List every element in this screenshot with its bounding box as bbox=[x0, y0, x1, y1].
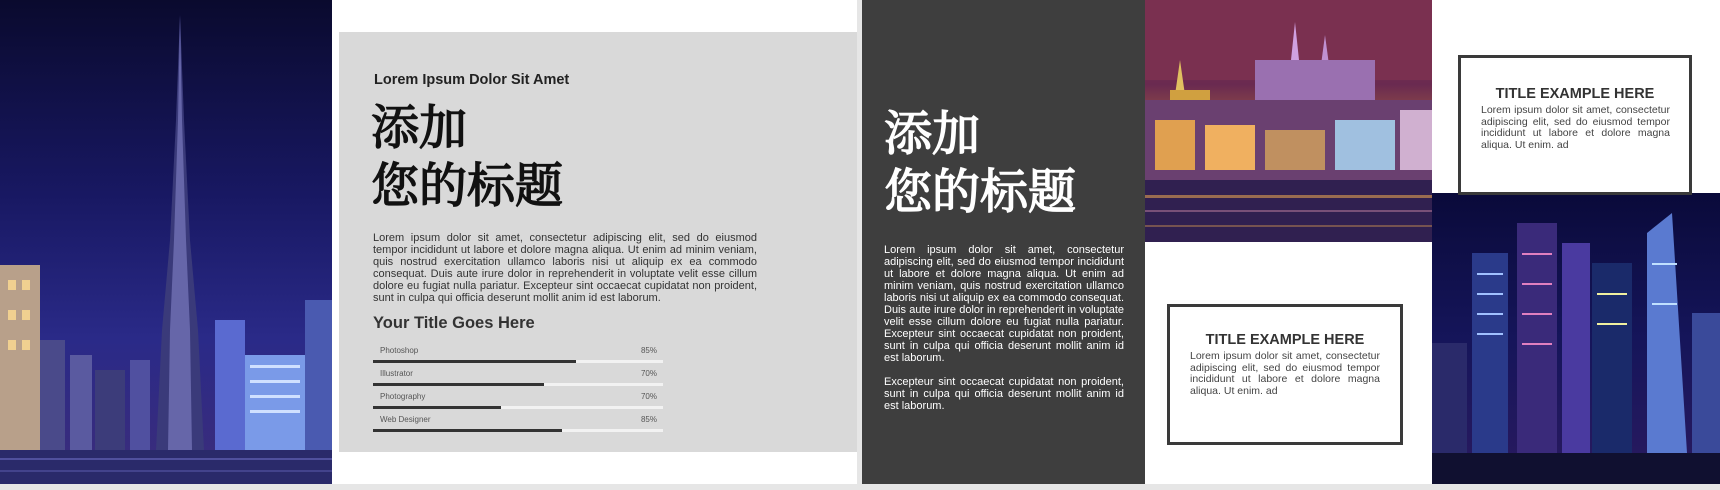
skill-bar-fill bbox=[373, 429, 562, 432]
slide2-body-paragraph-2: Excepteur sint occaecat cupidatat non proident, sunt in culpa qui officia deserunt mollit anim id est laborum. bbox=[884, 376, 1124, 412]
skill-percent: 85% bbox=[640, 415, 657, 424]
skill-name: Photography bbox=[380, 392, 426, 401]
skill-row bbox=[373, 369, 663, 392]
skill-bar-fill bbox=[373, 383, 544, 386]
skill-name: Web Designer bbox=[380, 415, 431, 424]
skill-name: Illustrator bbox=[380, 369, 413, 378]
skill-percent: 70% bbox=[640, 392, 657, 401]
slide2-title-line1: 添加 bbox=[884, 108, 981, 161]
castle-night-photo bbox=[1145, 0, 1432, 242]
skill-bar-fill bbox=[373, 360, 576, 363]
skill-bar-fill bbox=[373, 406, 501, 409]
skill-percent: 70% bbox=[640, 369, 657, 378]
skill-percent: 85% bbox=[640, 346, 657, 355]
slide2-title-line2: 您的标题 bbox=[884, 166, 1077, 219]
slide2-title bbox=[884, 106, 1076, 222]
slide-2 bbox=[862, 0, 1720, 484]
skill-row bbox=[373, 392, 663, 415]
skyscraper-night-photo bbox=[0, 0, 332, 484]
skill-bar-track bbox=[373, 360, 663, 363]
slide1-title bbox=[371, 100, 563, 216]
slide2-body-text bbox=[884, 244, 1124, 412]
slide1-section-title: Your Title Goes Here bbox=[373, 314, 535, 332]
slide2-body-paragraph-1: Lorem ipsum dolor sit amet, consectetur adipiscing elit, sed do eiusmod tempor incididunt ut labore et dolore magna aliqua. Ut enim ad minim veniam, quis nostrud exercitation ullamco laboris nisi ut aliquip ex ea commodo consequat. Duis aute irure dolor in reprehenderit in voluptate velit esse cillum dolore eu fugiat nulla pariatur. Excepteur sint occaecat cupidatat non proident, sunt in culpa qui officia deserunt mollit anim id est laborum. bbox=[884, 244, 1124, 364]
slide1-body-text: Lorem ipsum dolor sit amet, consectetur adipiscing elit, sed do eiusmod tempor incididunt ut labore et dolore magna aliqua. Ut enim ad minim veniam, quis nostrud exercitation ullamco laboris nisi ut aliquip ex ea commodo consequat. Duis aute irure dolor in reprehenderit in voluptate velit esse cillum dolore eu fugiat nulla pariatur. Excepteur sint occaecat cupidatat non proident, sunt in culpa qui officia deserunt mollit anim id est laborum. bbox=[373, 232, 757, 304]
skills-list bbox=[373, 346, 663, 438]
slide1-subtitle: Lorem Ipsum Dolor Sit Amet bbox=[374, 72, 570, 88]
box1-title: TITLE EXAMPLE HERE bbox=[1495, 86, 1655, 102]
dark-text-panel bbox=[862, 0, 1145, 484]
content-panel bbox=[339, 32, 857, 452]
slide1-title-line2: 您的标题 bbox=[371, 160, 564, 213]
slide1-title-line1: 添加 bbox=[371, 102, 468, 155]
skill-row bbox=[373, 415, 663, 438]
city-skyline-night-photo bbox=[1432, 193, 1720, 484]
slide-1 bbox=[0, 0, 857, 484]
title-box-2 bbox=[1167, 304, 1403, 445]
skill-bar-track bbox=[373, 406, 663, 409]
box2-body: Lorem ipsum dolor sit amet, consectetur adipiscing elit, sed do eiusmod tempor incididunt ut labore et dolore magna aliqua. Ut enim. ad bbox=[1190, 350, 1380, 397]
skill-name: Photoshop bbox=[380, 346, 419, 355]
skill-bar-track bbox=[373, 383, 663, 386]
box1-body: Lorem ipsum dolor sit amet, consectetur adipiscing elit, sed do eiusmod tempor incididunt ut labore et dolore magna aliqua. Ut enim. ad bbox=[1481, 104, 1670, 151]
box2-title: TITLE EXAMPLE HERE bbox=[1205, 332, 1365, 348]
skill-row bbox=[373, 346, 663, 369]
skill-bar-track bbox=[373, 429, 663, 432]
title-box-1 bbox=[1458, 55, 1692, 195]
